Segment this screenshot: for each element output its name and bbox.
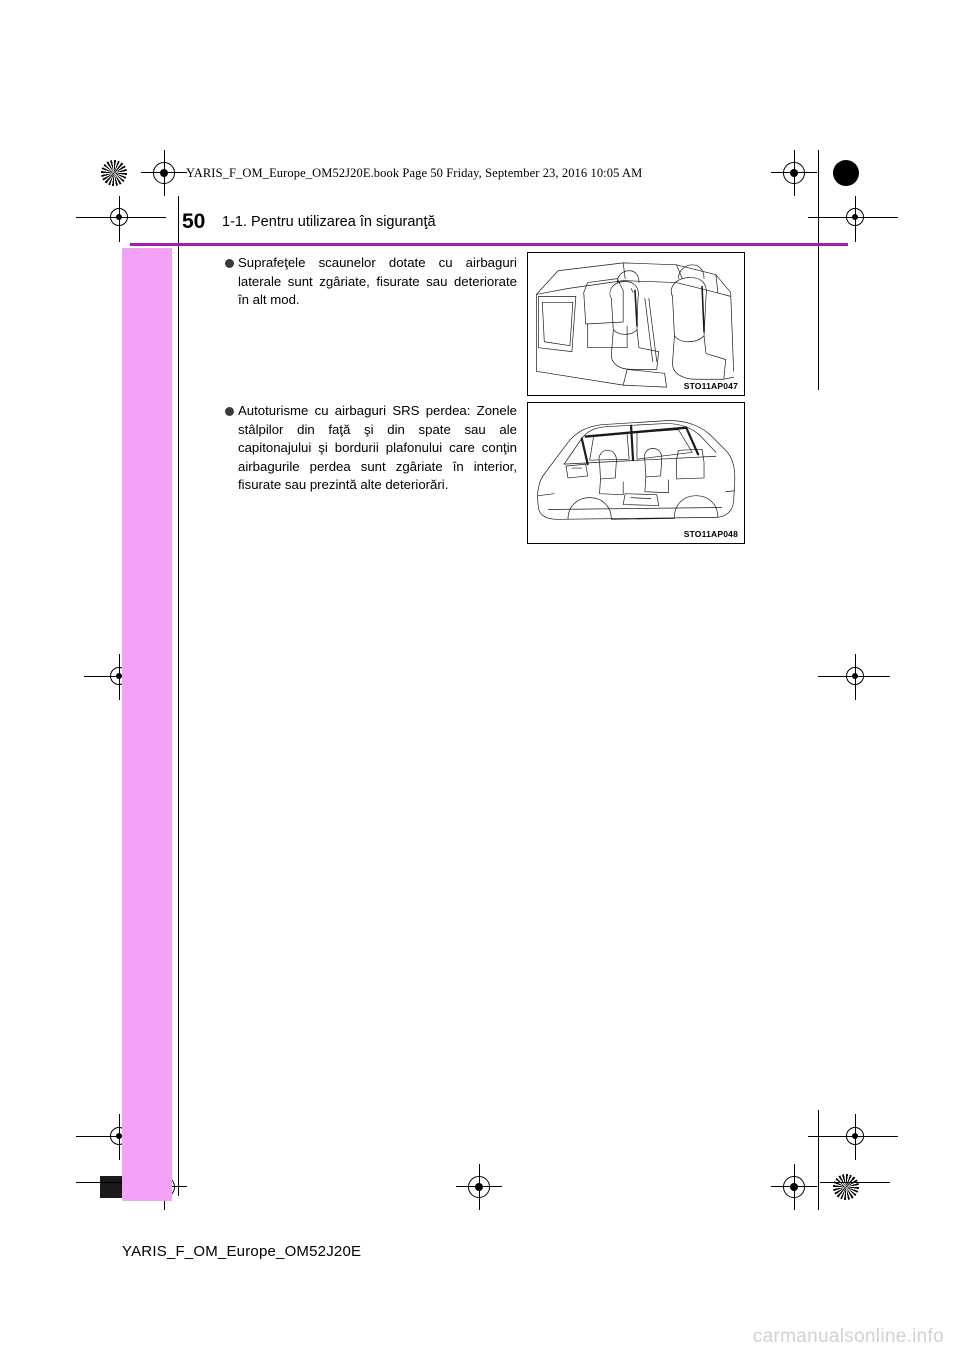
bullet-text-1: Suprafeţele scaunelor dotate cu airbaguri laterale sunt zgâriate, fisurate sau deteriorate în alt mod. <box>238 255 517 307</box>
curtain-shield-airbag-drawing <box>528 403 744 543</box>
footer-document-code: YARIS_F_OM_Europe_OM52J20E <box>122 1243 362 1260</box>
bullet-item-1 <box>225 254 517 310</box>
chapter-title: 1-1. Pentru utilizarea în siguranţă <box>222 214 436 230</box>
front-seat-side-airbag-drawing <box>528 253 744 395</box>
site-watermark: carmanualsonline.info <box>752 1326 944 1347</box>
header-rule <box>130 243 848 246</box>
figure-curtain-shield-airbag <box>527 402 745 544</box>
book-file-header: YARIS_F_OM_Europe_OM52J20E.book Page 50 Friday, September 23, 2016 10:05 AM <box>186 166 643 180</box>
figure-front-seat-side-airbag <box>527 252 745 396</box>
figure-code-1: STO11AP047 <box>683 381 738 391</box>
bullet-item-2 <box>225 402 517 495</box>
bullet-dot-icon <box>225 259 234 268</box>
bullet-text-2: Autoturisme cu airbaguri SRS perdea: Zonele stâlpilor din faţă şi din spate sau ale capitonajului şi bordurii plafonului care conţin airbagurile perdea sunt zgâriate în interior, fisurate sau prezintă alte deteriorări. <box>238 403 517 492</box>
figure-code-2: STO11AP048 <box>683 529 738 539</box>
bullet-dot-icon <box>225 407 234 416</box>
magenta-edge-tab <box>122 248 172 1201</box>
page-number: 50 <box>182 210 206 233</box>
